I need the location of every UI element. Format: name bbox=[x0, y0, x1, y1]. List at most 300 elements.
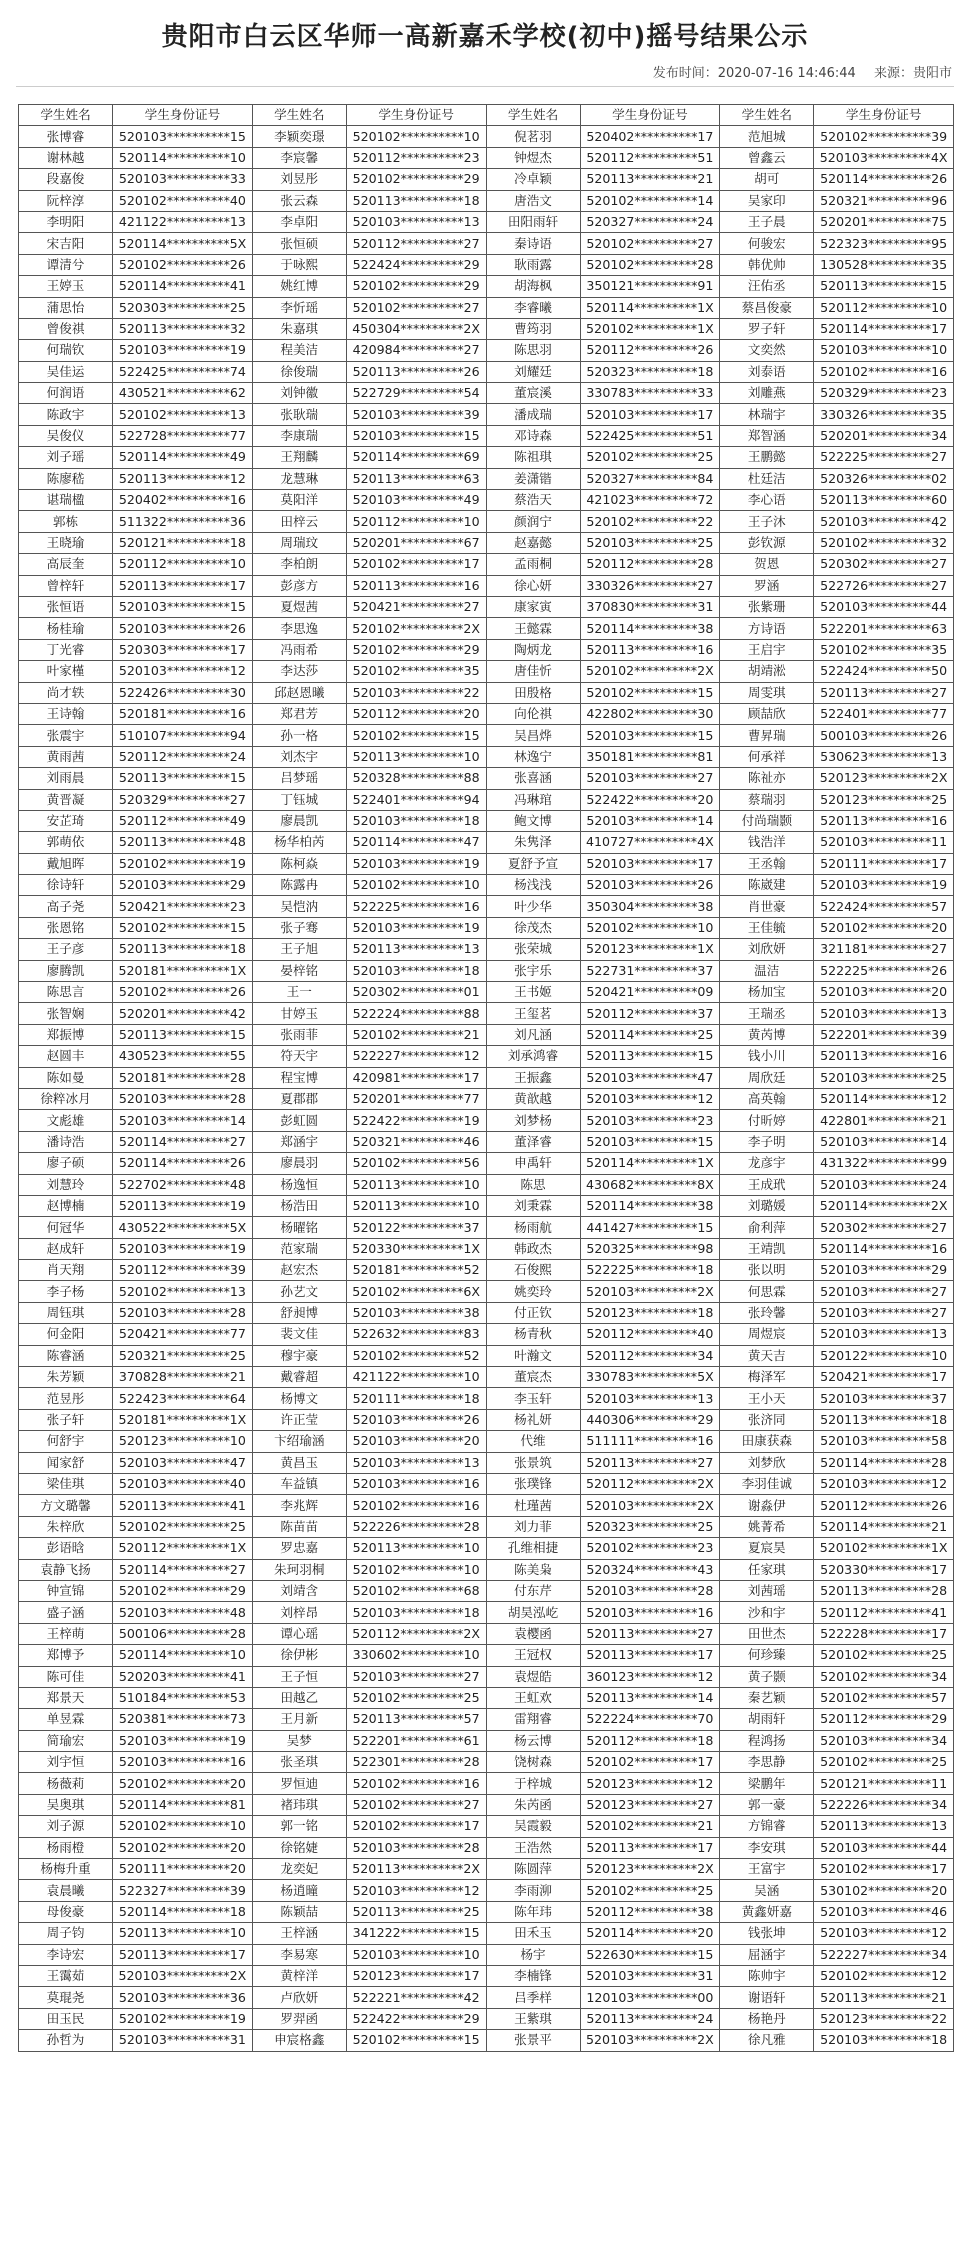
student-id-cell: 520121**********11 bbox=[814, 1773, 954, 1794]
student-id-cell: 341222**********15 bbox=[346, 1923, 486, 1944]
student-id-cell: 510184**********53 bbox=[113, 1687, 253, 1708]
student-id-cell: 520103**********15 bbox=[580, 725, 720, 746]
student-id-cell: 520103**********18 bbox=[346, 1602, 486, 1623]
student-id-cell: 520102**********14 bbox=[580, 190, 720, 211]
student-name-cell: 姚菁希 bbox=[720, 1516, 814, 1537]
student-id-cell: 520114**********28 bbox=[814, 1452, 954, 1473]
student-id-cell: 520102**********28 bbox=[580, 254, 720, 275]
table-row bbox=[19, 1174, 954, 1195]
student-id-cell: 520102**********23 bbox=[580, 1538, 720, 1559]
student-name-cell: 刘靖含 bbox=[252, 1580, 346, 1601]
student-name-cell: 穆宇豪 bbox=[252, 1345, 346, 1366]
student-name-cell: 裴文佳 bbox=[252, 1324, 346, 1345]
student-id-cell: 350121**********91 bbox=[580, 276, 720, 297]
student-name-cell: 田玉民 bbox=[19, 2008, 113, 2029]
student-name-cell: 冯琳琯 bbox=[486, 789, 580, 810]
student-name-cell: 王冠权 bbox=[486, 1645, 580, 1666]
student-name-cell: 黄鑫妍嘉 bbox=[720, 1901, 814, 1922]
student-id-cell: 520112**********2X bbox=[580, 1474, 720, 1495]
student-name-cell: 彭钦源 bbox=[720, 532, 814, 553]
student-id-cell: 520103**********14 bbox=[814, 1131, 954, 1152]
table-row bbox=[19, 853, 954, 874]
student-id-cell: 520402**********17 bbox=[580, 126, 720, 147]
student-id-cell: 510107**********94 bbox=[113, 725, 253, 746]
student-name-cell: 陈颖喆 bbox=[252, 1901, 346, 1922]
student-name-cell: 杨曜铭 bbox=[252, 1217, 346, 1238]
student-id-cell: 520112**********2X bbox=[346, 1623, 486, 1644]
student-id-cell: 520123**********2X bbox=[814, 768, 954, 789]
student-name-cell: 黄芮博 bbox=[720, 1024, 814, 1045]
student-id-cell: 422801**********21 bbox=[814, 1110, 954, 1131]
student-name-cell: 董宸杰 bbox=[486, 1367, 580, 1388]
student-name-cell: 杨逍曈 bbox=[252, 1880, 346, 1901]
student-id-cell: 520103**********58 bbox=[814, 1431, 954, 1452]
student-name-cell: 刘承鸿睿 bbox=[486, 1046, 580, 1067]
table-row bbox=[19, 1837, 954, 1858]
student-id-cell: 520102**********39 bbox=[814, 126, 954, 147]
student-name-cell: 曹昇瑞 bbox=[720, 725, 814, 746]
student-name-cell: 刘宇恒 bbox=[19, 1752, 113, 1773]
table-row bbox=[19, 1238, 954, 1259]
student-id-cell: 520103**********27 bbox=[580, 768, 720, 789]
student-id-cell: 520421**********77 bbox=[113, 1324, 253, 1345]
table-row bbox=[19, 1003, 954, 1024]
student-name-cell: 温洁 bbox=[720, 960, 814, 981]
table-header-row bbox=[19, 105, 954, 126]
student-name-cell: 刘钟徽 bbox=[252, 383, 346, 404]
student-name-cell: 尚才轶 bbox=[19, 682, 113, 703]
student-id-cell: 522423**********64 bbox=[113, 1388, 253, 1409]
student-name-cell: 向伦祺 bbox=[486, 703, 580, 724]
lottery-result-table bbox=[18, 104, 954, 2052]
table-row bbox=[19, 233, 954, 254]
student-id-cell: 520113**********27 bbox=[580, 1623, 720, 1644]
student-name-cell: 黄歆越 bbox=[486, 1088, 580, 1109]
student-name-cell: 代维 bbox=[486, 1431, 580, 1452]
student-id-cell: 520102**********2X bbox=[346, 618, 486, 639]
student-id-cell: 520123**********10 bbox=[113, 1431, 253, 1452]
student-id-cell: 520113**********28 bbox=[814, 1580, 954, 1601]
student-name-cell: 田阳雨轩 bbox=[486, 211, 580, 232]
student-id-cell: 520103**********18 bbox=[814, 2030, 954, 2051]
student-name-cell: 刘璐媛 bbox=[720, 1195, 814, 1216]
student-id-cell: 430521**********62 bbox=[113, 383, 253, 404]
student-name-cell: 胡可 bbox=[720, 169, 814, 190]
student-id-cell: 520114**********25 bbox=[580, 1024, 720, 1045]
student-name-cell: 倪茗羽 bbox=[486, 126, 580, 147]
student-name-cell: 陈崴建 bbox=[720, 875, 814, 896]
student-id-cell: 520102**********10 bbox=[580, 917, 720, 938]
table-row bbox=[19, 340, 954, 361]
student-name-cell: 饶树森 bbox=[486, 1752, 580, 1773]
student-name-cell: 刘慧玲 bbox=[19, 1174, 113, 1195]
student-name-cell: 黄梓洋 bbox=[252, 1965, 346, 1986]
student-id-cell: 520102**********13 bbox=[113, 404, 253, 425]
table-row bbox=[19, 746, 954, 767]
student-name-cell: 王晓瑜 bbox=[19, 532, 113, 553]
table-row bbox=[19, 169, 954, 190]
student-name-cell: 周煜宸 bbox=[720, 1324, 814, 1345]
student-name-cell: 李思逸 bbox=[252, 618, 346, 639]
student-id-cell: 520103**********12 bbox=[346, 1880, 486, 1901]
student-id-cell: 520102**********29 bbox=[346, 276, 486, 297]
student-name-cell: 张恩铭 bbox=[19, 917, 113, 938]
table-row bbox=[19, 318, 954, 339]
student-name-cell: 何承祥 bbox=[720, 746, 814, 767]
student-name-cell: 罗恒迪 bbox=[252, 1773, 346, 1794]
publish-time-label: 发布时间： bbox=[652, 66, 718, 81]
table-row bbox=[19, 447, 954, 468]
student-name-cell: 赵宏杰 bbox=[252, 1260, 346, 1281]
student-name-cell: 肖天翔 bbox=[19, 1260, 113, 1281]
student-id-cell: 520114**********21 bbox=[814, 1516, 954, 1537]
student-name-cell: 李明阳 bbox=[19, 211, 113, 232]
student-id-cell: 520302**********27 bbox=[814, 1217, 954, 1238]
table-row bbox=[19, 1516, 954, 1537]
student-id-cell: 520103**********44 bbox=[814, 596, 954, 617]
student-name-cell: 韩政杰 bbox=[486, 1238, 580, 1259]
student-id-cell: 522729**********54 bbox=[346, 383, 486, 404]
student-name-cell: 韩优帅 bbox=[720, 254, 814, 275]
student-name-cell: 谢林越 bbox=[19, 147, 113, 168]
student-id-cell: 520111**********20 bbox=[113, 1859, 253, 1880]
student-id-cell: 520113**********16 bbox=[346, 575, 486, 596]
student-id-cell: 520103**********25 bbox=[580, 532, 720, 553]
student-name-cell: 卞绍瑜涵 bbox=[252, 1431, 346, 1452]
student-id-cell: 520113**********60 bbox=[814, 490, 954, 511]
student-name-cell: 褚玮琪 bbox=[252, 1794, 346, 1815]
student-name-cell: 刘梓昂 bbox=[252, 1602, 346, 1623]
table-row bbox=[19, 1153, 954, 1174]
student-id-cell: 520103**********2X bbox=[113, 1965, 253, 1986]
student-name-cell: 田殷格 bbox=[486, 682, 580, 703]
header-student-id: 学生身份证号 bbox=[814, 105, 954, 126]
student-name-cell: 孟雨桐 bbox=[486, 554, 580, 575]
student-name-cell: 杨浅浅 bbox=[486, 875, 580, 896]
student-name-cell: 叶瀚文 bbox=[486, 1345, 580, 1366]
student-id-cell: 330783**********5X bbox=[580, 1367, 720, 1388]
student-name-cell: 程宝博 bbox=[252, 1067, 346, 1088]
student-id-cell: 520103**********2X bbox=[580, 1281, 720, 1302]
student-id-cell: 520325**********98 bbox=[580, 1238, 720, 1259]
student-name-cell: 阮梓淳 bbox=[19, 190, 113, 211]
student-id-cell: 421122**********10 bbox=[346, 1367, 486, 1388]
header-student-id: 学生身份证号 bbox=[580, 105, 720, 126]
student-id-cell: 520328**********88 bbox=[346, 768, 486, 789]
student-id-cell: 520103**********15 bbox=[113, 126, 253, 147]
student-name-cell: 王成玳 bbox=[720, 1174, 814, 1195]
student-id-cell: 522225**********16 bbox=[346, 896, 486, 917]
student-name-cell: 张玲馨 bbox=[720, 1302, 814, 1323]
student-id-cell: 520113**********32 bbox=[113, 318, 253, 339]
student-name-cell: 陈祉亦 bbox=[720, 768, 814, 789]
student-name-cell: 何冠华 bbox=[19, 1217, 113, 1238]
student-name-cell: 梁鹏年 bbox=[720, 1773, 814, 1794]
student-name-cell: 张恒硕 bbox=[252, 233, 346, 254]
student-name-cell: 张宇乐 bbox=[486, 960, 580, 981]
student-name-cell: 吴涵 bbox=[720, 1880, 814, 1901]
student-name-cell: 徐粹冰月 bbox=[19, 1088, 113, 1109]
student-id-cell: 522201**********39 bbox=[814, 1024, 954, 1045]
student-id-cell: 520114**********27 bbox=[113, 1131, 253, 1152]
student-id-cell: 520114**********69 bbox=[346, 447, 486, 468]
student-id-cell: 520103**********13 bbox=[814, 1003, 954, 1024]
student-id-cell: 520102**********19 bbox=[113, 853, 253, 874]
student-name-cell: 孙哲为 bbox=[19, 2030, 113, 2051]
student-id-cell: 450304**********2X bbox=[346, 318, 486, 339]
student-id-cell: 520112**********37 bbox=[580, 1003, 720, 1024]
student-id-cell: 520103**********13 bbox=[580, 1388, 720, 1409]
student-id-cell: 520102**********19 bbox=[113, 2008, 253, 2029]
table-row bbox=[19, 1859, 954, 1880]
table-row bbox=[19, 1131, 954, 1152]
student-name-cell: 王子彦 bbox=[19, 939, 113, 960]
student-name-cell: 谭心瑶 bbox=[252, 1623, 346, 1644]
student-id-cell: 520113**********15 bbox=[113, 768, 253, 789]
header-student-name: 学生姓名 bbox=[19, 105, 113, 126]
student-id-cell: 520102**********57 bbox=[814, 1687, 954, 1708]
student-id-cell: 520102**********17 bbox=[346, 554, 486, 575]
student-name-cell: 杜廷洁 bbox=[720, 468, 814, 489]
student-name-cell: 彭彦方 bbox=[252, 575, 346, 596]
student-id-cell: 430682**********8X bbox=[580, 1174, 720, 1195]
student-name-cell: 叶少华 bbox=[486, 896, 580, 917]
student-name-cell: 袁樱函 bbox=[486, 1623, 580, 1644]
student-id-cell: 522422**********29 bbox=[346, 2008, 486, 2029]
table-row bbox=[19, 682, 954, 703]
student-id-cell: 520327**********84 bbox=[580, 468, 720, 489]
student-name-cell: 廖腾凯 bbox=[19, 960, 113, 981]
student-name-cell: 陈祖琪 bbox=[486, 447, 580, 468]
student-id-cell: 520103**********10 bbox=[346, 1944, 486, 1965]
student-id-cell: 520113**********17 bbox=[580, 1837, 720, 1858]
student-name-cell: 李睿曦 bbox=[486, 297, 580, 318]
student-id-cell: 520113**********10 bbox=[346, 1538, 486, 1559]
student-id-cell: 520102**********35 bbox=[814, 639, 954, 660]
table-row bbox=[19, 1709, 954, 1730]
student-name-cell: 郭萌依 bbox=[19, 832, 113, 853]
student-id-cell: 520103**********44 bbox=[814, 1837, 954, 1858]
student-name-cell: 鲍文博 bbox=[486, 810, 580, 831]
student-name-cell: 何骏宏 bbox=[720, 233, 814, 254]
student-name-cell: 屈涵宇 bbox=[720, 1944, 814, 1965]
student-name-cell: 周雯琪 bbox=[720, 682, 814, 703]
student-id-cell: 520123**********27 bbox=[580, 1794, 720, 1815]
student-id-cell: 430522**********5X bbox=[113, 1217, 253, 1238]
student-name-cell: 夏宸昊 bbox=[720, 1538, 814, 1559]
student-name-cell: 赵博楠 bbox=[19, 1195, 113, 1216]
student-name-cell: 杨雨航 bbox=[486, 1217, 580, 1238]
student-name-cell: 李宸馨 bbox=[252, 147, 346, 168]
table-row bbox=[19, 126, 954, 147]
student-name-cell: 杨雨橙 bbox=[19, 1837, 113, 1858]
student-name-cell: 陈苗苗 bbox=[252, 1516, 346, 1537]
student-id-cell: 520114**********26 bbox=[113, 1153, 253, 1174]
student-id-cell: 520181**********52 bbox=[346, 1260, 486, 1281]
student-name-cell: 张雨菲 bbox=[252, 1024, 346, 1045]
student-id-cell: 520102**********15 bbox=[113, 917, 253, 938]
student-id-cell: 520112**********27 bbox=[346, 233, 486, 254]
student-name-cell: 李心语 bbox=[720, 490, 814, 511]
table-row bbox=[19, 1088, 954, 1109]
student-id-cell: 520102**********6X bbox=[346, 1281, 486, 1302]
table-row bbox=[19, 1645, 954, 1666]
table-row bbox=[19, 960, 954, 981]
student-id-cell: 120103**********00 bbox=[580, 1987, 720, 2008]
student-name-cell: 张博睿 bbox=[19, 126, 113, 147]
student-name-cell: 陈圆萍 bbox=[486, 1859, 580, 1880]
student-id-cell: 420981**********17 bbox=[346, 1067, 486, 1088]
table-body bbox=[19, 126, 954, 2051]
table-row bbox=[19, 1923, 954, 1944]
student-name-cell: 刘子瑶 bbox=[19, 447, 113, 468]
student-name-cell: 徐铭婕 bbox=[252, 1837, 346, 1858]
student-name-cell: 李柏朗 bbox=[252, 554, 346, 575]
student-name-cell: 莫琨尧 bbox=[19, 1987, 113, 2008]
student-id-cell: 520102**********10 bbox=[113, 1816, 253, 1837]
student-id-cell: 330326**********27 bbox=[580, 575, 720, 596]
student-id-cell: 520112**********26 bbox=[580, 340, 720, 361]
student-id-cell: 520122**********10 bbox=[814, 1345, 954, 1366]
student-name-cell: 徐伊彬 bbox=[252, 1645, 346, 1666]
student-name-cell: 申宸格鑫 bbox=[252, 2030, 346, 2051]
student-name-cell: 王子旭 bbox=[252, 939, 346, 960]
header-student-name: 学生姓名 bbox=[486, 105, 580, 126]
student-id-cell: 520421**********09 bbox=[580, 982, 720, 1003]
table-row bbox=[19, 639, 954, 660]
student-name-cell: 刘秉霖 bbox=[486, 1195, 580, 1216]
student-id-cell: 520102**********27 bbox=[580, 233, 720, 254]
student-name-cell: 郑智涵 bbox=[720, 425, 814, 446]
student-id-cell: 520102**********40 bbox=[113, 190, 253, 211]
student-name-cell: 许正莹 bbox=[252, 1409, 346, 1430]
student-id-cell: 520113**********15 bbox=[113, 1024, 253, 1045]
table-row bbox=[19, 1538, 954, 1559]
student-name-cell: 王诗翰 bbox=[19, 703, 113, 724]
student-name-cell: 刘子源 bbox=[19, 1816, 113, 1837]
student-name-cell: 何润语 bbox=[19, 383, 113, 404]
student-name-cell: 于咏熙 bbox=[252, 254, 346, 275]
student-id-cell: 520103**********10 bbox=[814, 340, 954, 361]
student-name-cell: 陈帅宇 bbox=[720, 1965, 814, 1986]
student-id-cell: 520102**********27 bbox=[346, 1794, 486, 1815]
table-row bbox=[19, 1687, 954, 1708]
student-name-cell: 姚红博 bbox=[252, 276, 346, 297]
student-name-cell: 杨华柏芮 bbox=[252, 832, 346, 853]
student-name-cell: 黄雨茜 bbox=[19, 746, 113, 767]
student-name-cell: 袁煜皓 bbox=[486, 1666, 580, 1687]
student-name-cell: 林瑞宇 bbox=[720, 404, 814, 425]
student-name-cell: 杨云博 bbox=[486, 1730, 580, 1751]
student-name-cell: 刘凡涵 bbox=[486, 1024, 580, 1045]
student-name-cell: 郑景天 bbox=[19, 1687, 113, 1708]
student-name-cell: 杨艳丹 bbox=[720, 2008, 814, 2029]
student-name-cell: 秦艺颖 bbox=[720, 1687, 814, 1708]
table-row bbox=[19, 896, 954, 917]
title-divider bbox=[16, 86, 954, 87]
student-id-cell: 520113**********15 bbox=[814, 276, 954, 297]
student-id-cell: 520113**********18 bbox=[113, 939, 253, 960]
student-name-cell: 林逸宁 bbox=[486, 746, 580, 767]
student-id-cell: 520103**********4X bbox=[814, 147, 954, 168]
student-name-cell: 吴昌烨 bbox=[486, 725, 580, 746]
student-id-cell: 520327**********24 bbox=[580, 211, 720, 232]
student-id-cell: 522422**********20 bbox=[580, 789, 720, 810]
student-id-cell: 520112**********26 bbox=[814, 1495, 954, 1516]
student-id-cell: 520102**********35 bbox=[346, 661, 486, 682]
student-name-cell: 龙彦宇 bbox=[720, 1153, 814, 1174]
student-id-cell: 520381**********73 bbox=[113, 1709, 253, 1730]
student-name-cell: 李康瑞 bbox=[252, 425, 346, 446]
student-id-cell: 520102**********52 bbox=[346, 1345, 486, 1366]
student-name-cell: 范昱彤 bbox=[19, 1388, 113, 1409]
student-id-cell: 520102**********22 bbox=[580, 511, 720, 532]
student-id-cell: 520112**********41 bbox=[814, 1602, 954, 1623]
student-name-cell: 孙艺文 bbox=[252, 1281, 346, 1302]
student-name-cell: 杨浩田 bbox=[252, 1195, 346, 1216]
student-id-cell: 520112**********49 bbox=[113, 810, 253, 831]
student-name-cell: 徐凡雅 bbox=[720, 2030, 814, 2051]
student-id-cell: 520103**********15 bbox=[346, 425, 486, 446]
student-name-cell: 梅泽军 bbox=[720, 1367, 814, 1388]
student-id-cell: 350181**********81 bbox=[580, 746, 720, 767]
student-id-cell: 520113**********25 bbox=[346, 1901, 486, 1922]
student-name-cell: 吴霞毅 bbox=[486, 1816, 580, 1837]
student-id-cell: 520123**********12 bbox=[580, 1773, 720, 1794]
student-name-cell: 谌瑞楹 bbox=[19, 490, 113, 511]
student-id-cell: 520103**********20 bbox=[346, 1431, 486, 1452]
student-id-cell: 522201**********61 bbox=[346, 1730, 486, 1751]
student-name-cell: 卢欣妍 bbox=[252, 1987, 346, 2008]
student-id-cell: 520103**********48 bbox=[113, 1602, 253, 1623]
student-name-cell: 罗羿函 bbox=[252, 2008, 346, 2029]
student-name-cell: 冯雨希 bbox=[252, 639, 346, 660]
student-id-cell: 440306**********29 bbox=[580, 1409, 720, 1430]
student-name-cell: 王佳毓 bbox=[720, 917, 814, 938]
student-name-cell: 潘成瑞 bbox=[486, 404, 580, 425]
student-id-cell: 522301**********28 bbox=[346, 1752, 486, 1773]
student-id-cell: 522225**********26 bbox=[814, 960, 954, 981]
student-name-cell: 夏舒予宣 bbox=[486, 853, 580, 874]
student-id-cell: 520102**********15 bbox=[580, 682, 720, 703]
student-id-cell: 520103**********18 bbox=[346, 960, 486, 981]
student-name-cell: 周瑞玟 bbox=[252, 532, 346, 553]
student-id-cell: 520112**********23 bbox=[346, 147, 486, 168]
student-name-cell: 李思静 bbox=[720, 1752, 814, 1773]
student-name-cell: 郑振博 bbox=[19, 1024, 113, 1045]
student-name-cell: 杨桂瑜 bbox=[19, 618, 113, 639]
student-id-cell: 520102**********1X bbox=[814, 1538, 954, 1559]
student-name-cell: 王一 bbox=[252, 982, 346, 1003]
student-id-cell: 520112**********51 bbox=[580, 147, 720, 168]
student-id-cell: 520102**********10 bbox=[346, 1559, 486, 1580]
student-name-cell: 简瑜宏 bbox=[19, 1730, 113, 1751]
student-id-cell: 511111**********16 bbox=[580, 1431, 720, 1452]
student-id-cell: 520181**********16 bbox=[113, 703, 253, 724]
student-name-cell: 张以明 bbox=[720, 1260, 814, 1281]
table-row bbox=[19, 1324, 954, 1345]
student-name-cell: 黄天吉 bbox=[720, 1345, 814, 1366]
student-id-cell: 520103**********2X bbox=[580, 1495, 720, 1516]
student-name-cell: 杨加宝 bbox=[720, 982, 814, 1003]
student-name-cell: 刘昱彤 bbox=[252, 169, 346, 190]
header-student-id: 学生身份证号 bbox=[346, 105, 486, 126]
student-id-cell: 520113**********16 bbox=[814, 1046, 954, 1067]
student-id-cell: 520102**********29 bbox=[346, 639, 486, 660]
student-id-cell: 522226**********28 bbox=[346, 1516, 486, 1537]
student-id-cell: 520103**********28 bbox=[113, 1302, 253, 1323]
student-id-cell: 500103**********26 bbox=[814, 725, 954, 746]
